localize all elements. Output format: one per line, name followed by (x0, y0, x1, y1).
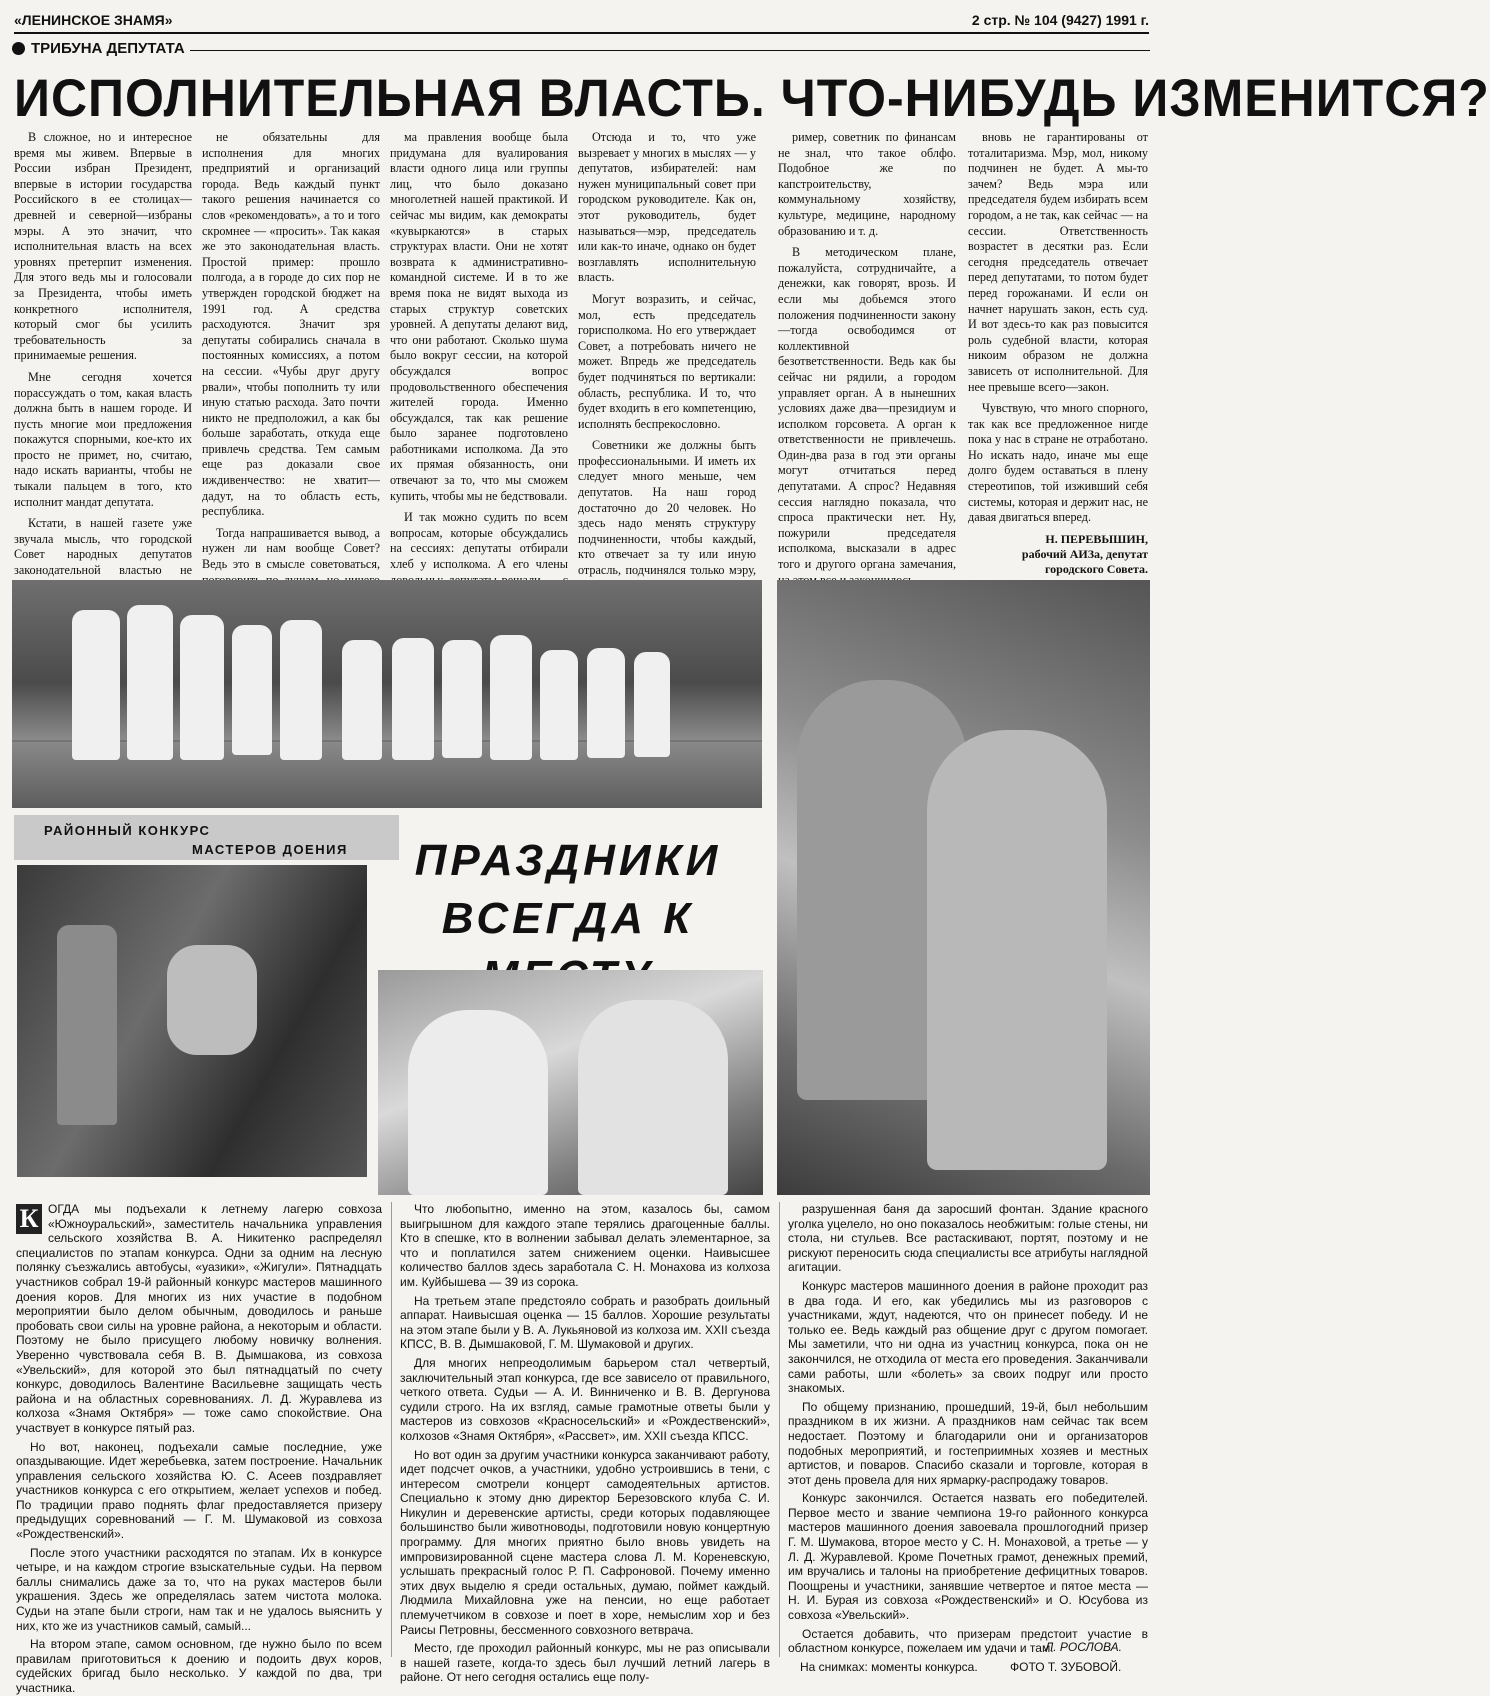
paragraph: Могут возразить, и сейчас, мол, есть председатель горисполкома. Но его утверждает Совет, а потребовать ничего не может. Впредь же председатель будет подчиняться по вертикали: область, республика. И то, что будет входить в его компетенцию, исполнять беспрекословно. (578, 291, 756, 431)
issue-info: 2 стр. № 104 (9427) 1991 г. (971, 12, 1149, 28)
masthead (14, 10, 1149, 34)
paragraph: Но вот, наконец, подъехали самые последние, уже опаздывающие. Идет жеребьевка, затем построение. Начальник управления сельского хозяйства Ю. С. Асеев поздравляет участников конкурса с его открытием, желает успехов и побед. По традиции право поднять флаг предоставляется призеру предыдущих соревнований — Г. М. Шумаковой из совхоза «Рождественский». (16, 1439, 382, 1542)
photo-judges-at-work (378, 970, 763, 1195)
paragraph: По общему признанию, прошедший, 19-й, был небольшим праздником в их жизни. А праздников нам сейчас так всем недостает. Поэтому и благодарили они и организаторов подобных мероприятий, и гостеприимных хозяев и местных артистов, и поваров. Спасибо сказали и торговле, которая в этот день провела для них ярмарку-распродажу товаров. (788, 1399, 1148, 1487)
paragraph: Мне сегодня хочется порассуждать о том, какая власть должна быть в нашем городе. И пусть многие мои предложения покажутся спорными, кое-кто их просто не примет, но, считаю, надо искать варианты, чтобы не тыкали пальцем в того, кто исполнит мандат депутата. (14, 369, 192, 509)
paragraph: В методическом плане, пожалуйста, сотрудничайте, а денежки, как говорят, врозь. И если мы добьемся этого положения подчиненности закону—тогда освободимся от коллективной безответственности. Ведь как бы сейчас ни рядили, а городом управляет орган. А в нынешних условиях даже два—президиум и исполком горсовета. А орган к ответственности не привлечешь. Один-два раза в год эти органы могут отчитаться перед депутатами. А спрос? Недавняя сессия наглядно показала, что спроса практически нет. Ну, пожурили председателя исполкома, высказали в адрес того и другого органа замечания, (778, 245, 956, 572)
paragraph: И так можно судить по всем вопросам, которые обсуждались на сессиях: депутаты отбирали хлеб у исполкома. А его члены (390, 510, 568, 572)
article-column-5 (778, 130, 956, 570)
paragraph: Конкурс закончился. Остается назвать его победителей. Первое место и звание чемпиона 19-го районного конкурса мастеров машинного доения завоевала прошлогодний призер Г. М. Шумакова, второе место у С. Н. Монаховой, а третье — у Л. Д. Журавлевой. Кроме Почетных грамот, денежных премий, им вручались и талоны на приобретение дефицитных товаров. Поощрены и участники, занявшие четвертое и пятое места — Н. И. Бурая из совхоза «Рождественский» и О. Юсубова из совхоза «Увельский». (788, 1491, 1148, 1623)
column-divider (779, 1202, 780, 1657)
column-divider (391, 1202, 392, 1657)
paragraph: Место, где проходил районный конкурс, мы не раз описывали в нашей газете, когда-то здесь был лучший летний лагерь в районе. От него сегодня остались еще полу- (400, 1641, 770, 1685)
paragraph: Кстати, в нашей газете уже звучала мысль, что городской Совет народных депутатов законодательной властью не (14, 516, 192, 578)
drop-cap: К (16, 1204, 42, 1234)
paragraph: Тогда напрашивается вывод, а нужен ли нам вообще Совет? Ведь это в смысле советоваться, (202, 525, 380, 572)
paragraph: В сложное, но и интересное время мы живем. Впервые в России избран Президент, впервые в истории государства Российского в ее столицах—древней и северной—избраны мэры. А это значит, что исполнительная власть на всех уровнях претерпит изменения. Для этого ведь мы и голосовали за Президента, чтобы иметь конкретного исполнителя, который смог бы усилить требовательность за принимаемые решения. (14, 130, 192, 363)
rubric (12, 40, 185, 57)
author-name: Н. ПЕРЕВЫШИН, (1045, 531, 1148, 546)
photo-caption: На снимках: моменты конкурса. (800, 1660, 978, 1674)
feature-title-line-2: ВСЕГДА К (441, 894, 695, 943)
report-column-2 (400, 1202, 770, 1685)
paragraph: Чувствую, что много спорного, так как все предложенное нигде пока у нас в стране не отработано. Но искать надо, иначе мы еще долго будем оставаться в плену стереотипов, той изживший себя системы, которая и держит нас, не давая двигаться вперед. (968, 401, 1148, 525)
photo-milking-stall (17, 865, 367, 1177)
paragraph: Отсюда и то, что уже вызревает у многих в мыслях — у депутатов, избирателей: нам нужен муниципальный совет при городском руководителе. Как он, этот руководитель, будет называться—мэр, председатель или как-то иначе, однако он будет возглавлять исполнительную власть. (578, 130, 756, 285)
paragraph: разрушенная баня да заросший фонтан. Здание красного уголка уцелело, но оно показалось необжитым: голые стены, ни стола, ни стульев. Все растаскивают, портят, поэтому и не рискуют переносить сюда специалисты все атрибуты наглядной агитации. (788, 1202, 1148, 1275)
headline: ИСПОЛНИТЕЛЬНАЯ ВЛАСТЬ. ЧТО-НИБУДЬ ИЗМЕНИТСЯ? (14, 68, 1490, 128)
paragraph: не обязательны для исполнения для многих предприятий и организаций города. Ведь каждый пункт такого решения начинается со слов «рекомендовать», а то и того скромнее — «просить». Так какая же это законодательная власть. Простой пример: прошло полгода, а в городе до сих пор не утвержден городской бюджет на 1991 год. А средства расходуются. Значит зря депутаты собирались сначала в постоянных комиссиях, а потом на сессии. «Чубы друг другу рвали», чтобы пополнить ту или иную статью расхода. Зато почти никто не предположил, а как бы больше заработать, откуда еще привлечь средства. Тем самым еще раз доказали свое иждивенчество: не хватит—дадут, на то область есть, республика. (202, 130, 380, 519)
newspaper-name: «ЛЕНИНСКОЕ ЗНАМЯ» (14, 12, 173, 28)
rubric-divider (190, 50, 1150, 51)
paragraph: Для многих непреодолимым барьером стал четвертый, заключительный этап конкурса, где все зависело от правильного, четкого ответа. Судьи — А. И. Винниченко и В. В. Дергунова судили строго. На их взгляд, самые грамотные ответы были у мастеров из совхозов «Красносельский» и «Рождественский», колхозов «Знамя Октября», «Рассвет», им. XXII съезда КПСС. (400, 1355, 770, 1443)
paragraph: ример, советник по финансам не знал, что такое облфо. Подобное же по капстроительству, коммунальному хозяйству, культуре, медицине, народному образованию и т. д. (778, 130, 956, 238)
photo-contestants-lineup (12, 580, 762, 808)
report-author: Л. РОСЛОВА. (1045, 1640, 1123, 1654)
paragraph: На третьем этапе предстояло собрать и разобрать доильный аппарат. Наивысшая оценка — 15 баллов. Хорошие результаты на этом этапе были у В. А. Лукьяновой из колхоза им. XXII съезда КПСС, В. В. Дымшаковой, Г. М. Шумаковой и других. (400, 1293, 770, 1352)
paragraph: На втором этапе, самом основном, где нужно было по всем правилам приготовиться к доению и подоить двух коров, судейских бригад было несколько. У каждой по два, три участника. (16, 1637, 382, 1695)
contest-rubric-box (14, 815, 399, 860)
article-column-3 (390, 130, 568, 570)
paragraph: Конкурс мастеров машинного доения в районе проходит раз в два года. И его, как убедились мы из разговоров с участниками, ждут, надеются, что он принесет победу. И не только ее. Ведь каждый раз общение друг с другом помогает. Мы заметили, что ни одна из участниц конкурса, пока он не закончился, не отходила от места его проведения. Заканчивали сами работы, шли «болеть» за своих подруг или просто знакомых. (788, 1278, 1148, 1396)
author-role: рабочий АИЗа, депутат городского Совета. (1021, 546, 1148, 576)
paragraph: Советники же должны быть профессиональными. И иметь их следует много меньше, чем депутатов. На наш город достаточно до 20 человек. Но здесь надо менять структуру подчиненности, чтобы каждый, кто отвечает за ту или иную отрасль, подчинялся только мэру, (578, 438, 756, 578)
bullet-icon (12, 42, 25, 55)
article-column-4 (578, 130, 756, 578)
paragraph: Но вот один за другим участники конкурса заканчивают работу, идет подсчет очков, а участники, удобно устроившись в тени, с интересом смотрели концерт самодеятельных артистов. Специально к этому дню директор Березовского клуба С. И. Никулин и деревенские артисты, среди которых подавляющее большинство были животноводы, подготовили новую концертную программу. Для многих приятно было вновь увидеть на импровизированной сцене мастера слова Л. М. Кореневскую, услышать прекрасный голос Р. П. Сафроновой. Почему именно этих двух выделю я среди остальных, думаю, поймет каждый. Людмила Михайловна уже на пенсии, но еще работает племучетчиком в совхозе и поет в хоре, немыслим хор и без Раисы Петровны, бессменного совхозного ветврача. (400, 1447, 770, 1637)
photo-celebration (777, 580, 1150, 1195)
paragraph: После этого участники расходятся по этапам. Их в конкурсе четыре, и на каждом строгие взыскательные судьи. На первом баллы снимались даже за то, что на руках мастеров были украшения. Здесь же определялась затем чистота молока. Судьи на этапе были строги, нам так и не удалось выяснить у них, кто же из участников самый, самый... (16, 1545, 382, 1633)
article-column-1 (14, 130, 192, 578)
article-column-6 (968, 130, 1148, 575)
contest-rubric-line-1: РАЙОННЫЙ КОНКУРС (44, 823, 211, 838)
paragraph: Что любопытно, именно на этом, казалось бы, самом выигрышном для каждого этапе терялись драгоценные баллы. Кто в спешке, кто в волнении забывал делать элементарное, за что и поплатился затем снижением оценки. Наивысшее количество баллов здесь заработала С. Н. Монахова из колхоза им. Куйбышева — 39 из сорока. (400, 1202, 770, 1289)
rubric-label: ТРИБУНА ДЕПУТАТА (31, 40, 185, 57)
paragraph (16, 1202, 382, 1436)
article-columns (0, 130, 1165, 580)
contest-rubric-line-2: МАСТЕРОВ ДОЕНИЯ (192, 842, 348, 857)
author-signature (968, 532, 1148, 577)
paragraph: вновь не гарантированы от тоталитаризма. Мэр, мол, никому подчинен не будет. А мы-то зачем? Ведь мэра или председателя будем избирать всем городом, а не так, как сейчас — на сессии. Ответственность возрастет в десятки раз. Если сегодня председатель отвечает перед депутатами, то потом будет перед горожанами. И если он начнет нарушать закон, есть суд. И вот здесь-то как раз повысится роль судебной власти, которая никоим образом не должна зависеть от исполнительной. Для нее превыше всего—закон. (968, 130, 1148, 394)
paragraph: Остается добавить, что призерам предстоит участие в областном конкурсе, пожелаем им удачи и там. (788, 1626, 1148, 1656)
paragraph-text: ОГДА мы подъехали к летнему лагерю совхоза «Южноуральский», заместитель начальника управления сельского хозяйства В. А. Никитенко распределял специалистов по этапам конкурса. Одни за одним на лесную полянку съезжались автобусы, «уазики», «Жигули». Пятнадцать участников собрал 19-й районный конкурс мастеров машинного доения коров. Для многих из них участие в подобном мероприятии было делом обычным, доводилось и раньше пробовать свои силы на уровне района, а некоторым и области. Поэтому не было присущего любому новичку волнения. Уверенно чувствовала себя В. В. Дымшакова, из совхоза «Увельский», для которой это был пятнадцатый по счету конкурс, доводилось Валентине Васильевне защищать честь района и на областных соревнованиях. Л. Д. Журавлева из колхоза «Знамя Октября» — тоже само спокойствие. Она участвует в конкурсе пятый раз. (16, 1202, 382, 1435)
photo-credit: ФОТО Т. ЗУБОВОЙ. (1010, 1660, 1122, 1674)
article-column-2 (202, 130, 380, 570)
paragraph: ма правления вообще была придумана для вуалирования власти одного лица или группы лиц, что было доказано многолетней нашей практикой. И сейчас мы видим, как демократы «кувыркаются» в старых структурах власти. Они не хотят возврата к административно-командной системе. И в то же время пока не видят выхода из старых структур советских уровней. А депутаты делают вид, что они работают. Сколько шума было вокруг сессии, на которой обсуждался вопрос продовольственного обеспечения жителей города. Именно обсуждался, так как решение было заранее подготовлено работниками исполкома. Да это их прямая обязанность, они отвечают за то, что мы сможем купить, чтобы мы не бедствовали. (390, 130, 568, 503)
report-column-1 (16, 1202, 382, 1695)
feature-title-line-1: ПРАЗДНИКИ (414, 836, 722, 885)
